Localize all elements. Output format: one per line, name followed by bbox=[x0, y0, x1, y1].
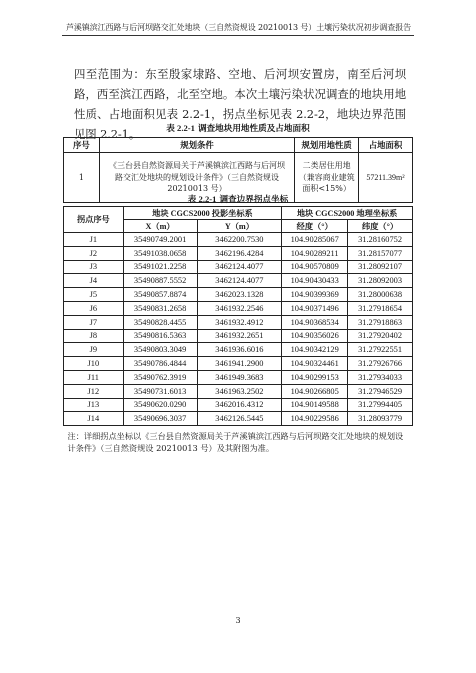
col-header-area: 占地面积 bbox=[359, 138, 413, 153]
cell-latitude: 31.27918863 bbox=[348, 315, 413, 329]
cell-x: 35490786.4844 bbox=[123, 357, 197, 371]
table-note-row bbox=[64, 426, 413, 457]
table2-caption-text: 调查边界拐点坐标 bbox=[219, 195, 289, 205]
cell-latitude: 31.27918654 bbox=[348, 301, 413, 315]
cell-y: 3462126.5445 bbox=[197, 412, 282, 426]
table-header-row bbox=[64, 138, 413, 153]
cell-point: J8 bbox=[64, 329, 124, 343]
cell-longitude: 104.90430433 bbox=[282, 274, 348, 288]
page-number: 3 bbox=[235, 616, 241, 625]
cell-longitude: 104.90356026 bbox=[282, 329, 348, 343]
cell-y: 3461932.2651 bbox=[197, 329, 282, 343]
cell-area: 57211.39m² bbox=[359, 153, 413, 203]
cell-y: 3462016.4312 bbox=[197, 398, 282, 412]
cell-y: 3461932.4912 bbox=[197, 315, 282, 329]
cell-point: J13 bbox=[64, 398, 124, 412]
cell-x: 35490803.3049 bbox=[123, 343, 197, 357]
cell-point: J1 bbox=[64, 233, 124, 247]
cell-latitude: 31.28000638 bbox=[348, 288, 413, 302]
cell-x: 35490816.5363 bbox=[123, 329, 197, 343]
cell-latitude: 31.27934033 bbox=[348, 370, 413, 384]
cell-y: 3462023.1328 bbox=[197, 288, 282, 302]
col-header-no: 序号 bbox=[64, 138, 100, 153]
cell-point: J11 bbox=[64, 370, 124, 384]
cell-point: J14 bbox=[64, 412, 124, 426]
col-header-condition: 规划条件 bbox=[99, 138, 294, 153]
table-row bbox=[64, 301, 413, 315]
col-header-longitude: 经度（°） bbox=[282, 220, 348, 233]
col-header-point: 拐点序号 bbox=[64, 207, 124, 233]
table2-caption bbox=[0, 193, 476, 205]
cell-point: J2 bbox=[64, 246, 124, 260]
cell-y: 3461963.2502 bbox=[197, 384, 282, 398]
cell-y: 3461941.2900 bbox=[197, 357, 282, 371]
cell-no: 1 bbox=[64, 153, 100, 203]
boundary-coordinates-table bbox=[63, 206, 413, 456]
cell-longitude: 104.90229586 bbox=[282, 412, 348, 426]
cell-x: 35490696.3037 bbox=[123, 412, 197, 426]
table-row bbox=[64, 343, 413, 357]
cell-x: 35490857.8874 bbox=[123, 288, 197, 302]
table-row bbox=[64, 357, 413, 371]
table-group-header-row bbox=[64, 207, 413, 220]
table-row bbox=[64, 274, 413, 288]
col-header-x: X（m） bbox=[123, 220, 197, 233]
cell-point: J4 bbox=[64, 274, 124, 288]
cell-x: 35490762.3919 bbox=[123, 370, 197, 384]
table-row bbox=[64, 233, 413, 247]
col-header-latitude: 纬度（°） bbox=[348, 220, 413, 233]
cell-x: 35491038.0658 bbox=[123, 246, 197, 260]
cell-point: J5 bbox=[64, 288, 124, 302]
table-row bbox=[64, 246, 413, 260]
cell-longitude: 104.90324461 bbox=[282, 357, 348, 371]
cell-longitude: 104.90399369 bbox=[282, 288, 348, 302]
cell-latitude: 31.28157077 bbox=[348, 246, 413, 260]
cell-y: 3462124.4077 bbox=[197, 260, 282, 274]
cell-y: 3462124.4077 bbox=[197, 274, 282, 288]
cell-latitude: 31.27946529 bbox=[348, 384, 413, 398]
cell-x: 35490831.2658 bbox=[123, 301, 197, 315]
table-row bbox=[64, 412, 413, 426]
table-row bbox=[64, 315, 413, 329]
cell-point: J12 bbox=[64, 384, 124, 398]
table-row bbox=[64, 329, 413, 343]
cell-x: 35490620.0290 bbox=[123, 398, 197, 412]
cell-point: J7 bbox=[64, 315, 124, 329]
cell-longitude: 104.90371496 bbox=[282, 301, 348, 315]
cell-longitude: 104.90368534 bbox=[282, 315, 348, 329]
col-group-geographic: 地块 CGCS2000 地理坐标系 bbox=[282, 207, 413, 220]
cell-y: 3461949.3683 bbox=[197, 370, 282, 384]
cell-condition: 《三台县自然资源局关于芦溪镇滨江西路与后河坝路交汇处地块的规划设计条件》（三自然资规设 20210013 号） bbox=[99, 153, 294, 203]
cell-longitude: 104.90149588 bbox=[282, 398, 348, 412]
running-header: 芦溪镇滨江西路与后河坝路交汇处地块（三自然资规设 20210013 号）土壤污染状况初步调查报告 bbox=[66, 23, 412, 32]
cell-longitude: 104.90285067 bbox=[282, 233, 348, 247]
cell-point: J6 bbox=[64, 301, 124, 315]
table-row bbox=[64, 288, 413, 302]
cell-latitude: 31.28093779 bbox=[348, 412, 413, 426]
cell-latitude: 31.27994405 bbox=[348, 398, 413, 412]
cell-y: 3461936.6016 bbox=[197, 343, 282, 357]
table-note: 注：详细拐点坐标以《三台县自然资源局关于芦溪镇滨江西路与后河坝路交汇处地块的规划设计条件》（三自然资规设 20210013 号）及其附图为准。 bbox=[64, 426, 413, 457]
cell-longitude: 104.90299153 bbox=[282, 370, 348, 384]
cell-y: 3461932.2546 bbox=[197, 301, 282, 315]
col-header-y: Y（m） bbox=[197, 220, 282, 233]
col-header-land-use: 规划用地性质 bbox=[295, 138, 359, 153]
table-row bbox=[64, 260, 413, 274]
table1-caption-number: 表 2.2-1 bbox=[166, 123, 195, 133]
cell-land-use: 二类居住用地（兼容商业建筑面积<15%） bbox=[295, 153, 359, 203]
cell-latitude: 31.27922551 bbox=[348, 343, 413, 357]
table-row bbox=[64, 370, 413, 384]
cell-latitude: 31.28160752 bbox=[348, 233, 413, 247]
cell-point: J10 bbox=[64, 357, 124, 371]
cell-x: 35490731.6013 bbox=[123, 384, 197, 398]
cell-longitude: 104.90266805 bbox=[282, 384, 348, 398]
cell-longitude: 104.90289211 bbox=[282, 246, 348, 260]
cell-latitude: 31.27926766 bbox=[348, 357, 413, 371]
header-rule bbox=[62, 35, 414, 36]
cell-x: 35490887.5552 bbox=[123, 274, 197, 288]
cell-point: J9 bbox=[64, 343, 124, 357]
cell-latitude: 31.28092107 bbox=[348, 260, 413, 274]
table1-caption-text: 调查地块用地性质及占地面积 bbox=[197, 124, 310, 134]
cell-longitude: 104.90570809 bbox=[282, 260, 348, 274]
table-row bbox=[64, 398, 413, 412]
body-paragraph: 四至范围为：东至殷家埭路、空地、后河坝安置房，南至后河坝路，西至滨江西路，北至空地。本次土壤污染状况调查的地块用地性质、占地面积见表 2.2-1，拐点坐标见表 2.2-2，地块边界范围见图 2.2-1。 bbox=[74, 67, 406, 141]
cell-longitude: 104.90342129 bbox=[282, 343, 348, 357]
table-row bbox=[64, 384, 413, 398]
cell-point: J3 bbox=[64, 260, 124, 274]
cell-x: 35491021.2258 bbox=[123, 260, 197, 274]
cell-y: 3462196.4284 bbox=[197, 246, 282, 260]
coordinates-table-body bbox=[64, 233, 413, 426]
cell-latitude: 31.27920402 bbox=[348, 329, 413, 343]
cell-x: 35490828.4455 bbox=[123, 315, 197, 329]
cell-y: 3462200.7530 bbox=[197, 233, 282, 247]
cell-latitude: 31.28092003 bbox=[348, 274, 413, 288]
table2-caption-number: 表 2.2-1 bbox=[187, 194, 217, 204]
col-group-projected: 地块 CGCS2000 投影坐标系 bbox=[123, 207, 282, 220]
table1-caption bbox=[0, 122, 476, 134]
cell-x: 35490749.2001 bbox=[123, 233, 197, 247]
